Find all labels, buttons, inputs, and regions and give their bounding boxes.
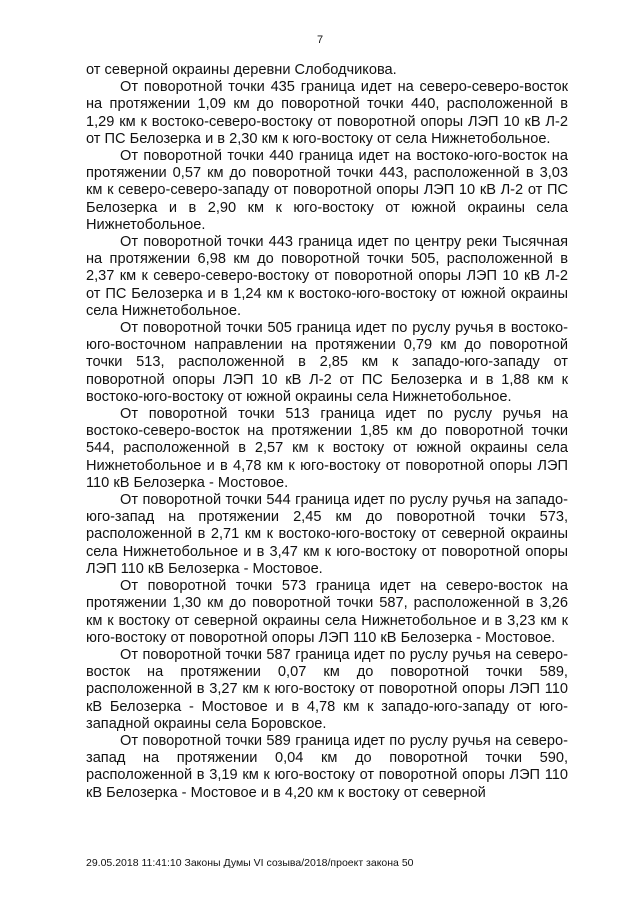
paragraph: От поворотной точки 505 граница идет по руслу ручья в востоко-юго-восточном направлении на протяжении 0,79 км до поворотной точки 513, расположенной в 2,85 км к западо-юго-западу от поворотной опоры ЛЭП 10 кВ Л-2 от ПС Белозерка и в 1,88 км к востоко-юго-востоку от южной окраины села Нижнетобольное. [86, 320, 568, 405]
page-footer: 29.05.2018 11:41:10 Законы Думы VI созыва/2018/проект закона 50 [86, 857, 414, 869]
paragraph: От поворотной точки 513 граница идет по руслу ручья на востоко-северо-восток на протяжении 1,85 км до поворотной точки 544, расположенной в 2,57 км к востоку от южной окраины села Нижнетобольное и в 4,78 км к юго-востоку от поворотной опоры ЛЭП 110 кВ Белозерка - Мостовое. [86, 406, 568, 491]
paragraph: От поворотной точки 435 граница идет на северо-северо-восток на протяжении 1,09 км до поворотной точки 440, расположенной в 1,29 км к востоко-северо-востоку от поворотной опоры ЛЭП 10 кВ Л-2 от ПС Белозерка и в 2,30 км к юго-востоку от села Нижнетобольное. [86, 79, 568, 147]
paragraph: От поворотной точки 443 граница идет по центру реки Тысячная на протяжении 6,98 км до поворотной точки 505, расположенной в 2,37 км к северо-северо-востоку от поворотной опоры ЛЭП 10 кВ Л-2 от ПС Белозерка и в 1,24 км к востоко-юго-востоку от южной окраины села Нижнетобольное. [86, 234, 568, 319]
paragraph: От поворотной точки 544 граница идет по руслу ручья на западо-юго-запад на протяжении 2,45 км до поворотной точки 573, расположенной в 2,71 км к востоко-юго-востоку от северной окраины села Нижнетобольное и в 3,47 км к юго-востоку от поворотной опоры ЛЭП 110 кВ Белозерка - Мостовое. [86, 492, 568, 577]
paragraph: От поворотной точки 440 граница идет на востоко-юго-восток на протяжении 0,57 км до поворотной точки 443, расположенной в 3,03 км к северо-северо-западу от поворотной опоры ЛЭП 10 кВ Л-2 от ПС Белозерка и в 2,90 км к юго-востоку от южной окраины села Нижнетобольное. [86, 148, 568, 233]
paragraph: От поворотной точки 589 граница идет по руслу ручья на северо-запад на протяжении 0,04 км до поворотной точки 590, расположенной в 3,19 км к юго-востоку от поворотной опоры ЛЭП 110 кВ Белозерка - Мостовое и в 4,20 км к востоку от северной [86, 732, 568, 801]
paragraph: От поворотной точки 587 граница идет по руслу ручья на северо-восток на протяжении 0,07 км до поворотной точки 589, расположенной в 3,27 км к юго-востоку от поворотной опоры ЛЭП 110 кВ Белозерка - Мостовое и в 4,78 км к западо-юго-западу от юго-западной окраины села Боровское. [86, 646, 568, 732]
paragraph: От поворотной точки 573 граница идет на северо-восток на протяжении 1,30 км до поворотной точки 587, расположенной в 3,26 км к востоку от северной окраины села Нижнетобольное и в 3,23 км к юго-востоку от поворотной опоры ЛЭП 110 кВ Белозерка - Мостовое. [86, 578, 568, 646]
page-number: 7 [316, 34, 324, 46]
document-body [86, 62, 568, 802]
paragraph-continuation: от северной окраины деревни Слободчикова. [86, 62, 397, 78]
